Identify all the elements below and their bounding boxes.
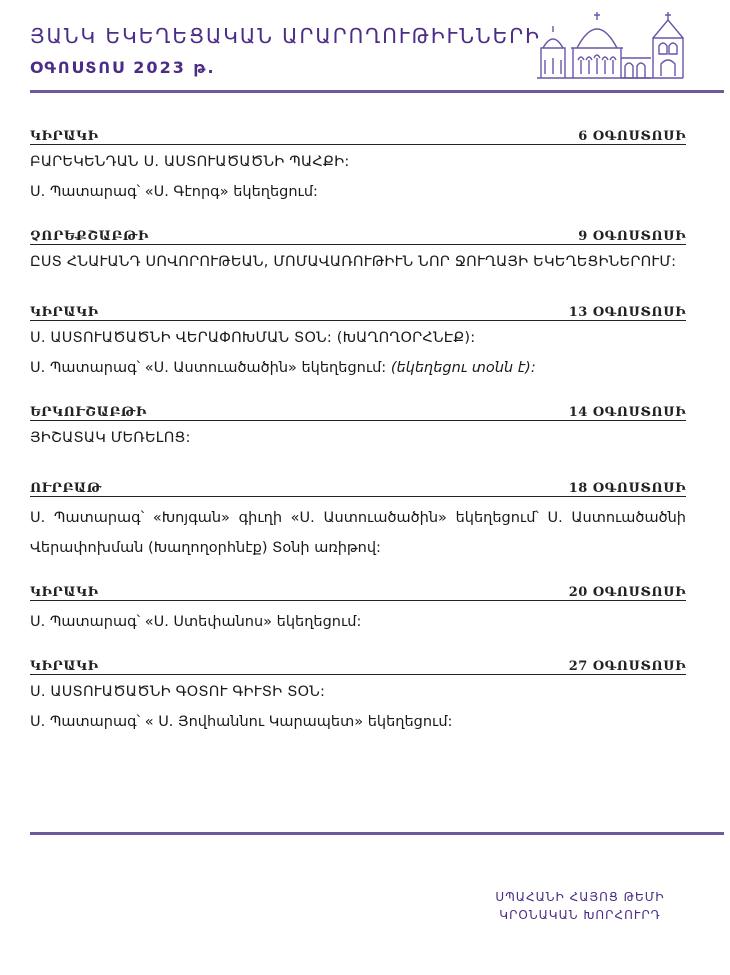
event-day: ԵՐԿՈՒՇԱԲԹԻ [30,405,147,420]
event-text: Ս. Պատարագ՝ «Ս. Ստեփանոս» եկեղեցում: [30,614,362,630]
event-date: 27 ՕԳՈՍՏՈՍԻ [568,659,686,674]
event-day-row [30,400,686,421]
event-day: ՉՈՐԵՔՇԱԲԹԻ [30,229,149,244]
schedule-list [30,124,686,754]
event-aug-20 [30,580,686,637]
event-heading: ԲԱՐԵԿԵՆԴԱՆ Ս. ԱՍՏՈՒԱԾԱԾՆԻ ՊԱՀՔԻ: [30,154,350,170]
page-title: ՅԱՆԿ ԵԿԵՂԵՑԱԿԱՆ ԱՐԱՐՈՂՈՒԹԻՒՆՆԵՐԻ [30,24,541,48]
event-heading: Ս. ԱՍՏՈՒԱԾԱԾՆԻ ԳՕՏՈՒ ԳԻՒՏԻ ՏՕՆ: [30,684,326,700]
church-icon [533,8,691,86]
event-text: Ս. Պատարագ՝ «Ս. Գէորգ» եկեղեցում: [30,184,318,200]
event-day: ՈՒՐԲԱԹ [30,481,102,496]
event-day: ԿԻՐԱԿԻ [30,129,99,144]
page-footer [480,888,680,924]
event-text-row [30,353,686,383]
footer-line-2: ԿՐՕՆԱԿԱՆ ԽՈՐՀՈՒՐԴ [499,908,661,922]
event-day-row [30,476,686,497]
event-text: Ս. Պատարագ՝ «Խոյգան» գիւղի «Ս. Աստուածածին» եկեղեցում՝ Ս. Աստուածածնի Վերափոխման (Խաղողօրհնէք) Տօնի առիթով: [30,510,686,556]
event-day: ԿԻՐԱԿԻ [30,659,99,674]
event-date: 18 ՕԳՈՍՏՈՍԻ [568,481,686,496]
page-header [0,0,730,95]
event-day-row [30,300,686,321]
event-date: 14 ՕԳՈՍՏՈՍԻ [568,405,686,420]
footer-line-1: ՍՊԱՀԱՆԻ ՀԱՅՈՑ ԹԵՄԻ [495,890,665,904]
event-heading: Ս. ԱՍՏՈՒԱԾԱԾՆԻ ՎԵՐԱՓՈԽՄԱՆ ՏՕՆ: (ԽԱՂՈՂՕՐՀՆԷՔ): [30,330,476,346]
event-date: 13 ՕԳՈՍՏՈՍԻ [568,305,686,320]
event-date: 20 ՕԳՈՍՏՈՍԻ [568,585,686,600]
event-day-row [30,654,686,675]
header-divider [30,90,724,93]
event-day: ԿԻՐԱԿԻ [30,585,99,600]
event-aug-6 [30,124,686,207]
event-date: 6 ՕԳՈՍՏՈՍԻ [578,129,686,144]
footer-divider [30,832,724,835]
event-aug-27 [30,654,686,737]
event-aug-13 [30,300,686,383]
event-aug-18 [30,476,686,563]
event-text: Ս. Պատարագ՝ « Ս. Յովհաննու Կարապետ» եկեղեցում: [30,714,453,730]
event-day: ԿԻՐԱԿԻ [30,305,99,320]
event-day-row [30,580,686,601]
event-aug-14 [30,400,686,446]
event-date: 9 ՕԳՈՍՏՈՍԻ [578,229,686,244]
page-subtitle: ՕԳՈՍՏՈՍ 2023 թ. [30,58,216,77]
event-aug-9 [30,224,686,270]
event-text: Ս. Պատարագ՝ «Ս. Աստուածածին» եկեղեցում: [30,360,387,376]
event-heading: ՅԻՇԱՏԱԿ ՄԵՌԵԼՈՑ: [30,430,191,446]
event-day-row [30,124,686,145]
event-note: (եկեղեցու տօնն է): [390,360,536,376]
event-day-row [30,224,686,245]
event-heading: ԸՍՏ ՀՆԱՒԱՆԴ ՍՈՎՈՐՈՒԹԵԱՆ, ՄՈՄԱՎԱՌՈՒԹԻՒՆ ՆՈՐ ՋՈՒՂԱՅԻ ԵԿԵՂԵՑԻՆԵՐՈՒՄ: [30,254,677,270]
